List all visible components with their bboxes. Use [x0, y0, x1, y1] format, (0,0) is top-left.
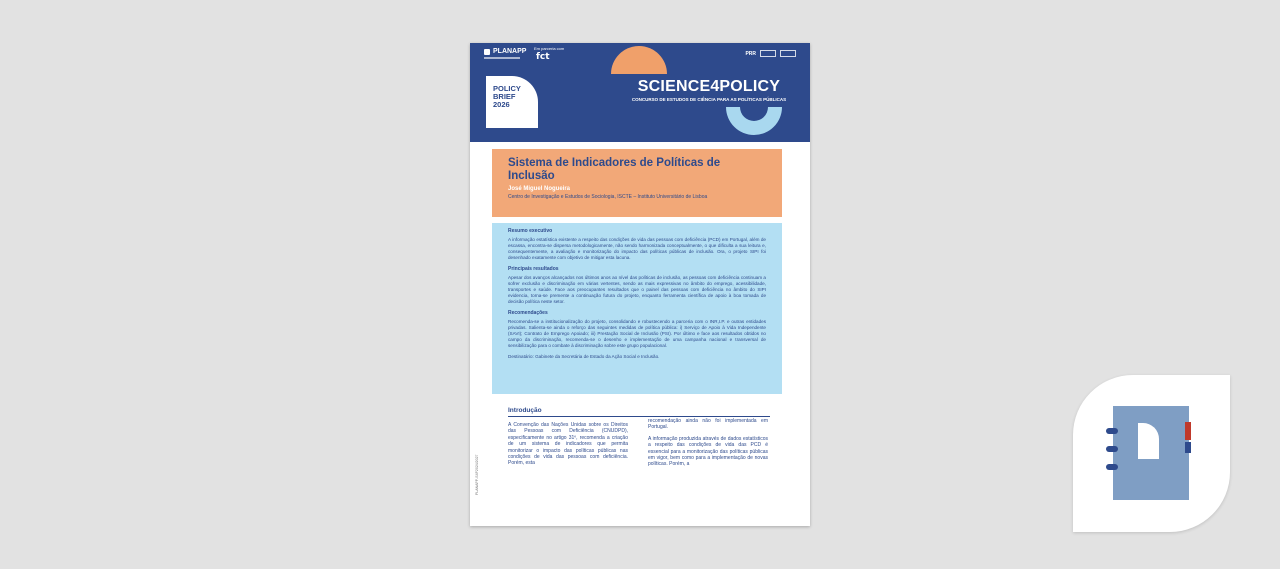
program-title: SCIENCE4POLICY [637, 78, 781, 95]
author-affiliation: Centro de Investigação e Estudos de Sociologia, ISCTE – Instituto Universitário de Lisboa [508, 194, 708, 200]
funding-logos [745, 50, 796, 57]
orange-semicircle-decoration [611, 46, 667, 74]
planapp-logo: PLANAPP [484, 48, 526, 55]
eu-logo-icon [780, 50, 796, 57]
bookmark-tab-blue [1185, 442, 1191, 453]
results-text: Apesar dos avanços alcançados nos últimos anos ao nível das políticas de inclusão, as pessoas com deficiência continuam a sofrer exclusão e discriminação em várias vertentes, sendo as mais expressivas no âmbito do emprego, acessibilidade, transportes e saúde. Face aos preocupantes resultados que o painel das pessoas com deficiência no âmbito do SIPI evidencia, torna-se premente a continuação futura do projeto, enquanto ferramenta científica de apoio à boa tomada de decisão política neste setor. [508, 275, 766, 304]
document-title: Sistema de Indicadores de Políticas de Inclusão [508, 157, 721, 182]
intro-column-1 [508, 422, 628, 472]
summary-box [492, 223, 782, 394]
binder-ring [1106, 464, 1118, 470]
introduction-heading: Introdução [508, 407, 770, 417]
exec-summary-heading: Resumo executivo [508, 228, 553, 234]
notebook-app-icon[interactable] [1073, 375, 1230, 532]
intro-column-2 [648, 418, 768, 473]
title-box [492, 149, 782, 217]
results-heading: Principais resultados [508, 266, 559, 272]
binder-ring [1106, 446, 1118, 452]
binder-ring [1106, 428, 1118, 434]
bookmark-tab-red [1185, 422, 1191, 440]
intro-paragraph: recomendação ainda não foi implementada em Portugal. [648, 418, 768, 431]
author-name: José Miguel Nogueira [508, 186, 571, 192]
policy-brief-tag: POLICY BRIEF 2026 [486, 76, 538, 128]
partner-label: Em parceria com [534, 46, 565, 51]
recipient-text: Destinatário: Gabinete da Secretária de Estado da Ação Social e Inclusão. [508, 354, 660, 359]
government-logo-icon [760, 50, 776, 57]
blue-semicircle-decoration [726, 107, 782, 135]
planapp-logo-tagline [484, 57, 520, 59]
side-reference-label: PLANAPP-S4P2024/2027 [475, 454, 479, 495]
planapp-mark-icon [484, 49, 490, 55]
recommendations-text: Recomenda-se a institucionalização do projeto, consolidando e robustecendo a parceria com o INR,I.P. e outras entidades privadas. Salienta-se ainda o reforço das seguintes medidas de política pública: i) Serviço de Apoio à Vida Independente (SAVI); Contrato de Emprego Apoiado; iii) Prestação Social de Inclusão (PSI). Por último e face aos resultados obtidos no campo da discriminação, recomenda-se o desenho e implementação de uma campanha nacional e transversal de sensibilização para o combate à discriminação sobre este grupo populacional. [508, 319, 766, 348]
exec-summary-text: A informação estatística existente a respeito das condições de vida das pessoas com deficiência (PCD) em Portugal, além de escassa, encontra-se dispersa metodologicamente, não sendo harmonizada conceptualmente, o que dificulta a sua leitura e, consequentemente, a avaliação e monitorização do impacto das políticas públicas de inclusão. Ora, o projeto SIPI foi desenhado exatamente com objetivo de mitigar esta lacuna. [508, 237, 766, 260]
prr-logo: PRR [745, 50, 756, 57]
document-header [470, 43, 810, 142]
intro-paragraph: A Convenção das Nações Unidas sobre os Direitos das Pessoas com Deficiência (CNUDPD), especificamente no artigo 31º, recomenda a criação de um sistema de indicadores que permita monitorizar o impacto das políticas públicas nas condições de vida das pessoas com deficiência. Porém, esta [508, 422, 628, 467]
intro-paragraph: A informação produzida através de dados estatísticos a respeito das condições de vida das PCD é essencial para a monitorização das políticas públicas em vigor, bem como para a implementação de novas políticas. Porém, a [648, 435, 768, 468]
fct-logo: fct [536, 52, 550, 62]
policy-brief-document [470, 43, 810, 526]
recommendations-heading: Recomendações [508, 310, 548, 316]
program-subtitle: CONCURSO DE ESTUDOS DE CIÊNCIA PARA AS POLÍTICAS PÚBLICAS [631, 97, 787, 102]
